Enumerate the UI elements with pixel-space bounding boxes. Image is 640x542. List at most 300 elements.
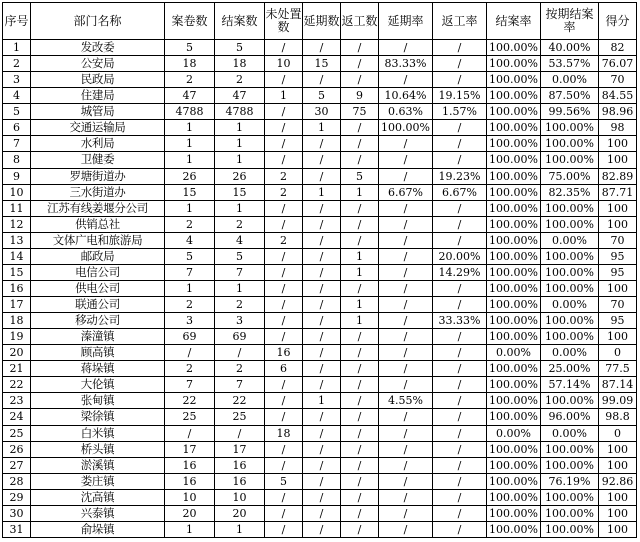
cell-case-count: 1 (165, 200, 215, 216)
table-row (3, 88, 637, 104)
cell-score: 84.55 (599, 88, 637, 104)
cell-closed-count: 47 (215, 88, 265, 104)
cell-department: 桥头镇 (31, 441, 165, 457)
cell-ontime-rate: 0.00% (541, 425, 599, 441)
cell-unhandled: 6 (265, 361, 303, 377)
cell-score: 82 (599, 40, 637, 56)
cell-rework: / (341, 120, 379, 136)
cell-close-rate: 100.00% (487, 473, 541, 489)
cell-close-rate: 100.00% (487, 200, 541, 216)
cell-delayed: / (303, 457, 341, 473)
table-row (3, 441, 637, 457)
cell-close-rate: 100.00% (487, 441, 541, 457)
cell-index: 23 (3, 393, 31, 409)
table-row (3, 248, 637, 264)
cell-delayed: / (303, 313, 341, 329)
table-row (3, 280, 637, 296)
cell-case-count: 3 (165, 313, 215, 329)
cell-delay-rate: / (379, 40, 433, 56)
cell-score: 87.14 (599, 377, 637, 393)
table-row (3, 72, 637, 88)
cell-delayed: / (303, 505, 341, 521)
cell-score: 70 (599, 297, 637, 313)
cell-ontime-rate: 100.00% (541, 521, 599, 537)
cell-department: 俞垛镇 (31, 521, 165, 537)
cell-case-count: 17 (165, 441, 215, 457)
cell-rework: 9 (341, 88, 379, 104)
cell-case-count: 4788 (165, 104, 215, 120)
cell-department: 交通运输局 (31, 120, 165, 136)
cell-ontime-rate: 0.00% (541, 297, 599, 313)
table-row (3, 120, 637, 136)
cell-index: 3 (3, 72, 31, 88)
cell-unhandled: / (265, 313, 303, 329)
cell-closed-count: 2 (215, 72, 265, 88)
table-row (3, 521, 637, 537)
table-row (3, 345, 637, 361)
cell-department: 蒋垛镇 (31, 361, 165, 377)
cell-case-count: 25 (165, 409, 215, 425)
cell-ontime-rate: 100.00% (541, 280, 599, 296)
cell-delayed: / (303, 473, 341, 489)
cell-ontime-rate: 96.00% (541, 409, 599, 425)
cell-rework: / (341, 473, 379, 489)
cell-delayed: / (303, 409, 341, 425)
cell-closed-count: 25 (215, 409, 265, 425)
cell-closed-count: 1 (215, 200, 265, 216)
cell-ontime-rate: 57.14% (541, 377, 599, 393)
cell-close-rate: 100.00% (487, 56, 541, 72)
cell-delay-rate: 4.55% (379, 393, 433, 409)
cell-closed-count: / (215, 345, 265, 361)
cell-unhandled: / (265, 457, 303, 473)
cell-ontime-rate: 100.00% (541, 248, 599, 264)
cell-close-rate: 100.00% (487, 409, 541, 425)
cell-rework: / (341, 345, 379, 361)
cell-unhandled: / (265, 216, 303, 232)
cell-delay-rate: / (379, 457, 433, 473)
cell-rework-rate: / (433, 152, 487, 168)
cell-close-rate: 100.00% (487, 264, 541, 280)
cell-rework: 5 (341, 168, 379, 184)
cell-delayed: / (303, 200, 341, 216)
cell-ontime-rate: 76.19% (541, 473, 599, 489)
cell-closed-count: 2 (215, 297, 265, 313)
cell-case-count: 22 (165, 393, 215, 409)
cell-index: 27 (3, 457, 31, 473)
table-row (3, 297, 637, 313)
cell-department: 发改委 (31, 40, 165, 56)
cell-department: 兴泰镇 (31, 505, 165, 521)
cell-unhandled: 16 (265, 345, 303, 361)
cell-index: 31 (3, 521, 31, 537)
cell-closed-count: 1 (215, 152, 265, 168)
table-row (3, 232, 637, 248)
cell-delayed: / (303, 489, 341, 505)
cell-delayed: / (303, 152, 341, 168)
cell-department: 娄庄镇 (31, 473, 165, 489)
cell-unhandled: 2 (265, 232, 303, 248)
cell-rework-rate: / (433, 345, 487, 361)
cell-rework: / (341, 200, 379, 216)
assessment-table (2, 2, 637, 538)
cell-department: 罗塘街道办 (31, 168, 165, 184)
cell-delayed: / (303, 232, 341, 248)
cell-delay-rate: / (379, 152, 433, 168)
cell-close-rate: 100.00% (487, 377, 541, 393)
cell-delay-rate: / (379, 280, 433, 296)
cell-case-count: 26 (165, 168, 215, 184)
header-case-count: 案卷数 (165, 3, 215, 40)
cell-close-rate: 100.00% (487, 248, 541, 264)
cell-close-rate: 100.00% (487, 280, 541, 296)
cell-delay-rate: 10.64% (379, 88, 433, 104)
cell-rework-rate: / (433, 72, 487, 88)
cell-closed-count: 2 (215, 361, 265, 377)
cell-delay-rate: / (379, 200, 433, 216)
cell-department: 住建局 (31, 88, 165, 104)
cell-closed-count: 1 (215, 120, 265, 136)
cell-delay-rate: / (379, 521, 433, 537)
table-row (3, 361, 637, 377)
cell-delay-rate: / (379, 136, 433, 152)
cell-closed-count: 15 (215, 184, 265, 200)
cell-closed-count: 1 (215, 136, 265, 152)
cell-rework-rate: / (433, 473, 487, 489)
cell-delay-rate: / (379, 489, 433, 505)
cell-score: 100 (599, 505, 637, 521)
cell-rework-rate: / (433, 216, 487, 232)
cell-delay-rate: / (379, 377, 433, 393)
cell-rework-rate: / (433, 489, 487, 505)
cell-rework: 1 (341, 248, 379, 264)
cell-delayed: / (303, 361, 341, 377)
cell-ontime-rate: 100.00% (541, 313, 599, 329)
cell-ontime-rate: 0.00% (541, 232, 599, 248)
cell-department: 城管局 (31, 104, 165, 120)
header-delay-rate: 延期率 (379, 3, 433, 40)
cell-rework: 1 (341, 297, 379, 313)
cell-case-count: 16 (165, 473, 215, 489)
cell-ontime-rate: 99.56% (541, 104, 599, 120)
cell-unhandled: / (265, 297, 303, 313)
cell-close-rate: 100.00% (487, 297, 541, 313)
cell-case-count: 18 (165, 56, 215, 72)
cell-delayed: / (303, 248, 341, 264)
cell-case-count: 1 (165, 152, 215, 168)
cell-delayed: / (303, 72, 341, 88)
cell-index: 8 (3, 152, 31, 168)
cell-rework-rate: / (433, 377, 487, 393)
cell-department: 电信公司 (31, 264, 165, 280)
cell-closed-count: 69 (215, 329, 265, 345)
table-row (3, 56, 637, 72)
cell-delayed: / (303, 425, 341, 441)
cell-score: 100 (599, 441, 637, 457)
cell-ontime-rate: 100.00% (541, 264, 599, 280)
cell-delay-rate: / (379, 264, 433, 280)
cell-rework: 1 (341, 184, 379, 200)
cell-case-count: 16 (165, 457, 215, 473)
cell-department: 江苏有线姜堰分公司 (31, 200, 165, 216)
cell-closed-count: 4788 (215, 104, 265, 120)
cell-delayed: / (303, 264, 341, 280)
cell-score: 100 (599, 521, 637, 537)
table-row (3, 473, 637, 489)
cell-closed-count: 2 (215, 216, 265, 232)
cell-delay-rate: / (379, 297, 433, 313)
cell-delayed: / (303, 297, 341, 313)
cell-delay-rate: 6.67% (379, 184, 433, 200)
cell-unhandled: / (265, 40, 303, 56)
cell-closed-count: 18 (215, 56, 265, 72)
cell-score: 98.8 (599, 409, 637, 425)
cell-rework-rate: 33.33% (433, 313, 487, 329)
cell-index: 15 (3, 264, 31, 280)
table-row (3, 168, 637, 184)
cell-ontime-rate: 100.00% (541, 216, 599, 232)
cell-index: 25 (3, 425, 31, 441)
cell-score: 98 (599, 120, 637, 136)
cell-case-count: 7 (165, 377, 215, 393)
cell-rework-rate: / (433, 521, 487, 537)
cell-rework-rate: 19.15% (433, 88, 487, 104)
cell-index: 4 (3, 88, 31, 104)
cell-unhandled: 2 (265, 184, 303, 200)
cell-closed-count: 3 (215, 313, 265, 329)
cell-unhandled: / (265, 393, 303, 409)
cell-delayed: / (303, 521, 341, 537)
cell-department: 供电公司 (31, 280, 165, 296)
cell-index: 7 (3, 136, 31, 152)
cell-close-rate: 100.00% (487, 72, 541, 88)
table-row (3, 40, 637, 56)
cell-rework: / (341, 329, 379, 345)
cell-delayed: / (303, 280, 341, 296)
cell-rework-rate: 14.29% (433, 264, 487, 280)
cell-score: 70 (599, 232, 637, 248)
cell-delayed: / (303, 329, 341, 345)
cell-index: 20 (3, 345, 31, 361)
table-row (3, 409, 637, 425)
cell-close-rate: 100.00% (487, 457, 541, 473)
cell-unhandled: 10 (265, 56, 303, 72)
cell-case-count: 47 (165, 88, 215, 104)
cell-department: 三水街道办 (31, 184, 165, 200)
cell-department: 淤溪镇 (31, 457, 165, 473)
cell-delay-rate: / (379, 313, 433, 329)
header-ontime-rate: 按期结案率 (541, 3, 599, 40)
cell-close-rate: 0.00% (487, 425, 541, 441)
cell-unhandled: / (265, 72, 303, 88)
cell-case-count: 2 (165, 216, 215, 232)
cell-index: 28 (3, 473, 31, 489)
cell-case-count: 5 (165, 40, 215, 56)
cell-delay-rate: 83.33% (379, 56, 433, 72)
table-row (3, 313, 637, 329)
table-row (3, 152, 637, 168)
cell-unhandled: / (265, 409, 303, 425)
cell-index: 26 (3, 441, 31, 457)
header-delayed: 延期数 (303, 3, 341, 40)
cell-delay-rate: / (379, 505, 433, 521)
cell-case-count: 1 (165, 136, 215, 152)
cell-rework: / (341, 521, 379, 537)
cell-unhandled: 18 (265, 425, 303, 441)
header-rework: 返工数 (341, 3, 379, 40)
cell-close-rate: 100.00% (487, 232, 541, 248)
cell-closed-count: 7 (215, 377, 265, 393)
cell-score: 82.89 (599, 168, 637, 184)
cell-rework: / (341, 40, 379, 56)
cell-ontime-rate: 0.00% (541, 345, 599, 361)
cell-rework-rate: / (433, 409, 487, 425)
cell-department: 溱潼镇 (31, 329, 165, 345)
cell-closed-count: 10 (215, 489, 265, 505)
cell-rework-rate: / (433, 280, 487, 296)
cell-close-rate: 100.00% (487, 489, 541, 505)
cell-index: 30 (3, 505, 31, 521)
cell-index: 12 (3, 216, 31, 232)
header-score: 得分 (599, 3, 637, 40)
cell-department: 水利局 (31, 136, 165, 152)
cell-score: 95 (599, 248, 637, 264)
cell-unhandled: 1 (265, 88, 303, 104)
cell-unhandled: / (265, 136, 303, 152)
cell-unhandled: / (265, 104, 303, 120)
cell-close-rate: 100.00% (487, 505, 541, 521)
cell-closed-count: 5 (215, 40, 265, 56)
cell-score: 95 (599, 264, 637, 280)
cell-unhandled: / (265, 521, 303, 537)
cell-rework-rate: / (433, 457, 487, 473)
cell-delay-rate: 100.00% (379, 120, 433, 136)
cell-close-rate: 0.00% (487, 345, 541, 361)
header-row (3, 3, 637, 40)
table-body (3, 40, 637, 538)
cell-rework: 1 (341, 264, 379, 280)
cell-rework-rate: / (433, 120, 487, 136)
cell-ontime-rate: 0.00% (541, 72, 599, 88)
cell-index: 18 (3, 313, 31, 329)
cell-rework-rate: / (433, 136, 487, 152)
cell-score: 0 (599, 345, 637, 361)
cell-case-count: 69 (165, 329, 215, 345)
cell-closed-count: 1 (215, 521, 265, 537)
cell-delayed: 1 (303, 184, 341, 200)
cell-ontime-rate: 100.00% (541, 505, 599, 521)
cell-unhandled: / (265, 505, 303, 521)
cell-delay-rate: / (379, 409, 433, 425)
cell-unhandled: 2 (265, 168, 303, 184)
cell-rework: / (341, 136, 379, 152)
cell-rework: / (341, 489, 379, 505)
cell-unhandled: / (265, 280, 303, 296)
cell-department: 邮政局 (31, 248, 165, 264)
cell-delayed: / (303, 441, 341, 457)
cell-index: 13 (3, 232, 31, 248)
table-row (3, 505, 637, 521)
cell-delay-rate: / (379, 345, 433, 361)
table-row (3, 200, 637, 216)
cell-delay-rate: / (379, 216, 433, 232)
table-row (3, 457, 637, 473)
cell-delay-rate: / (379, 248, 433, 264)
cell-score: 100 (599, 280, 637, 296)
cell-score: 100 (599, 489, 637, 505)
cell-delayed: 1 (303, 120, 341, 136)
cell-delayed: 5 (303, 88, 341, 104)
cell-unhandled: / (265, 200, 303, 216)
cell-close-rate: 100.00% (487, 88, 541, 104)
header-close-rate: 结案率 (487, 3, 541, 40)
header-rework-rate: 返工率 (433, 3, 487, 40)
cell-closed-count: / (215, 425, 265, 441)
cell-index: 2 (3, 56, 31, 72)
cell-rework: 1 (341, 313, 379, 329)
cell-closed-count: 16 (215, 457, 265, 473)
cell-delay-rate: / (379, 72, 433, 88)
header-closed-count: 结案数 (215, 3, 265, 40)
cell-unhandled: / (265, 377, 303, 393)
cell-unhandled: / (265, 152, 303, 168)
cell-closed-count: 16 (215, 473, 265, 489)
cell-case-count: 20 (165, 505, 215, 521)
cell-ontime-rate: 53.57% (541, 56, 599, 72)
cell-index: 21 (3, 361, 31, 377)
cell-case-count: 2 (165, 72, 215, 88)
cell-rework-rate: / (433, 232, 487, 248)
header-unhandled: 未处置数 (265, 3, 303, 40)
cell-rework: / (341, 232, 379, 248)
cell-unhandled: / (265, 329, 303, 345)
cell-delayed: 30 (303, 104, 341, 120)
cell-unhandled: / (265, 248, 303, 264)
cell-rework: 75 (341, 104, 379, 120)
cell-delayed: / (303, 345, 341, 361)
cell-score: 98.96 (599, 104, 637, 120)
cell-ontime-rate: 100.00% (541, 120, 599, 136)
cell-delay-rate: / (379, 232, 433, 248)
table-row (3, 136, 637, 152)
cell-rework: / (341, 377, 379, 393)
cell-delay-rate: / (379, 168, 433, 184)
table-row (3, 264, 637, 280)
cell-case-count: 1 (165, 120, 215, 136)
cell-delayed: 1 (303, 393, 341, 409)
cell-department: 文体广电和旅游局 (31, 232, 165, 248)
cell-closed-count: 26 (215, 168, 265, 184)
table-row (3, 393, 637, 409)
cell-delay-rate: 0.63% (379, 104, 433, 120)
cell-rework: / (341, 280, 379, 296)
cell-unhandled: 5 (265, 473, 303, 489)
table-row (3, 329, 637, 345)
cell-department: 联通公司 (31, 297, 165, 313)
cell-rework-rate: / (433, 505, 487, 521)
cell-ontime-rate: 100.00% (541, 152, 599, 168)
table-row (3, 184, 637, 200)
cell-delayed: 15 (303, 56, 341, 72)
cell-score: 100 (599, 457, 637, 473)
cell-ontime-rate: 100.00% (541, 441, 599, 457)
cell-ontime-rate: 100.00% (541, 136, 599, 152)
cell-score: 0 (599, 425, 637, 441)
cell-close-rate: 100.00% (487, 521, 541, 537)
cell-rework-rate: 6.67% (433, 184, 487, 200)
cell-index: 19 (3, 329, 31, 345)
cell-score: 100 (599, 136, 637, 152)
